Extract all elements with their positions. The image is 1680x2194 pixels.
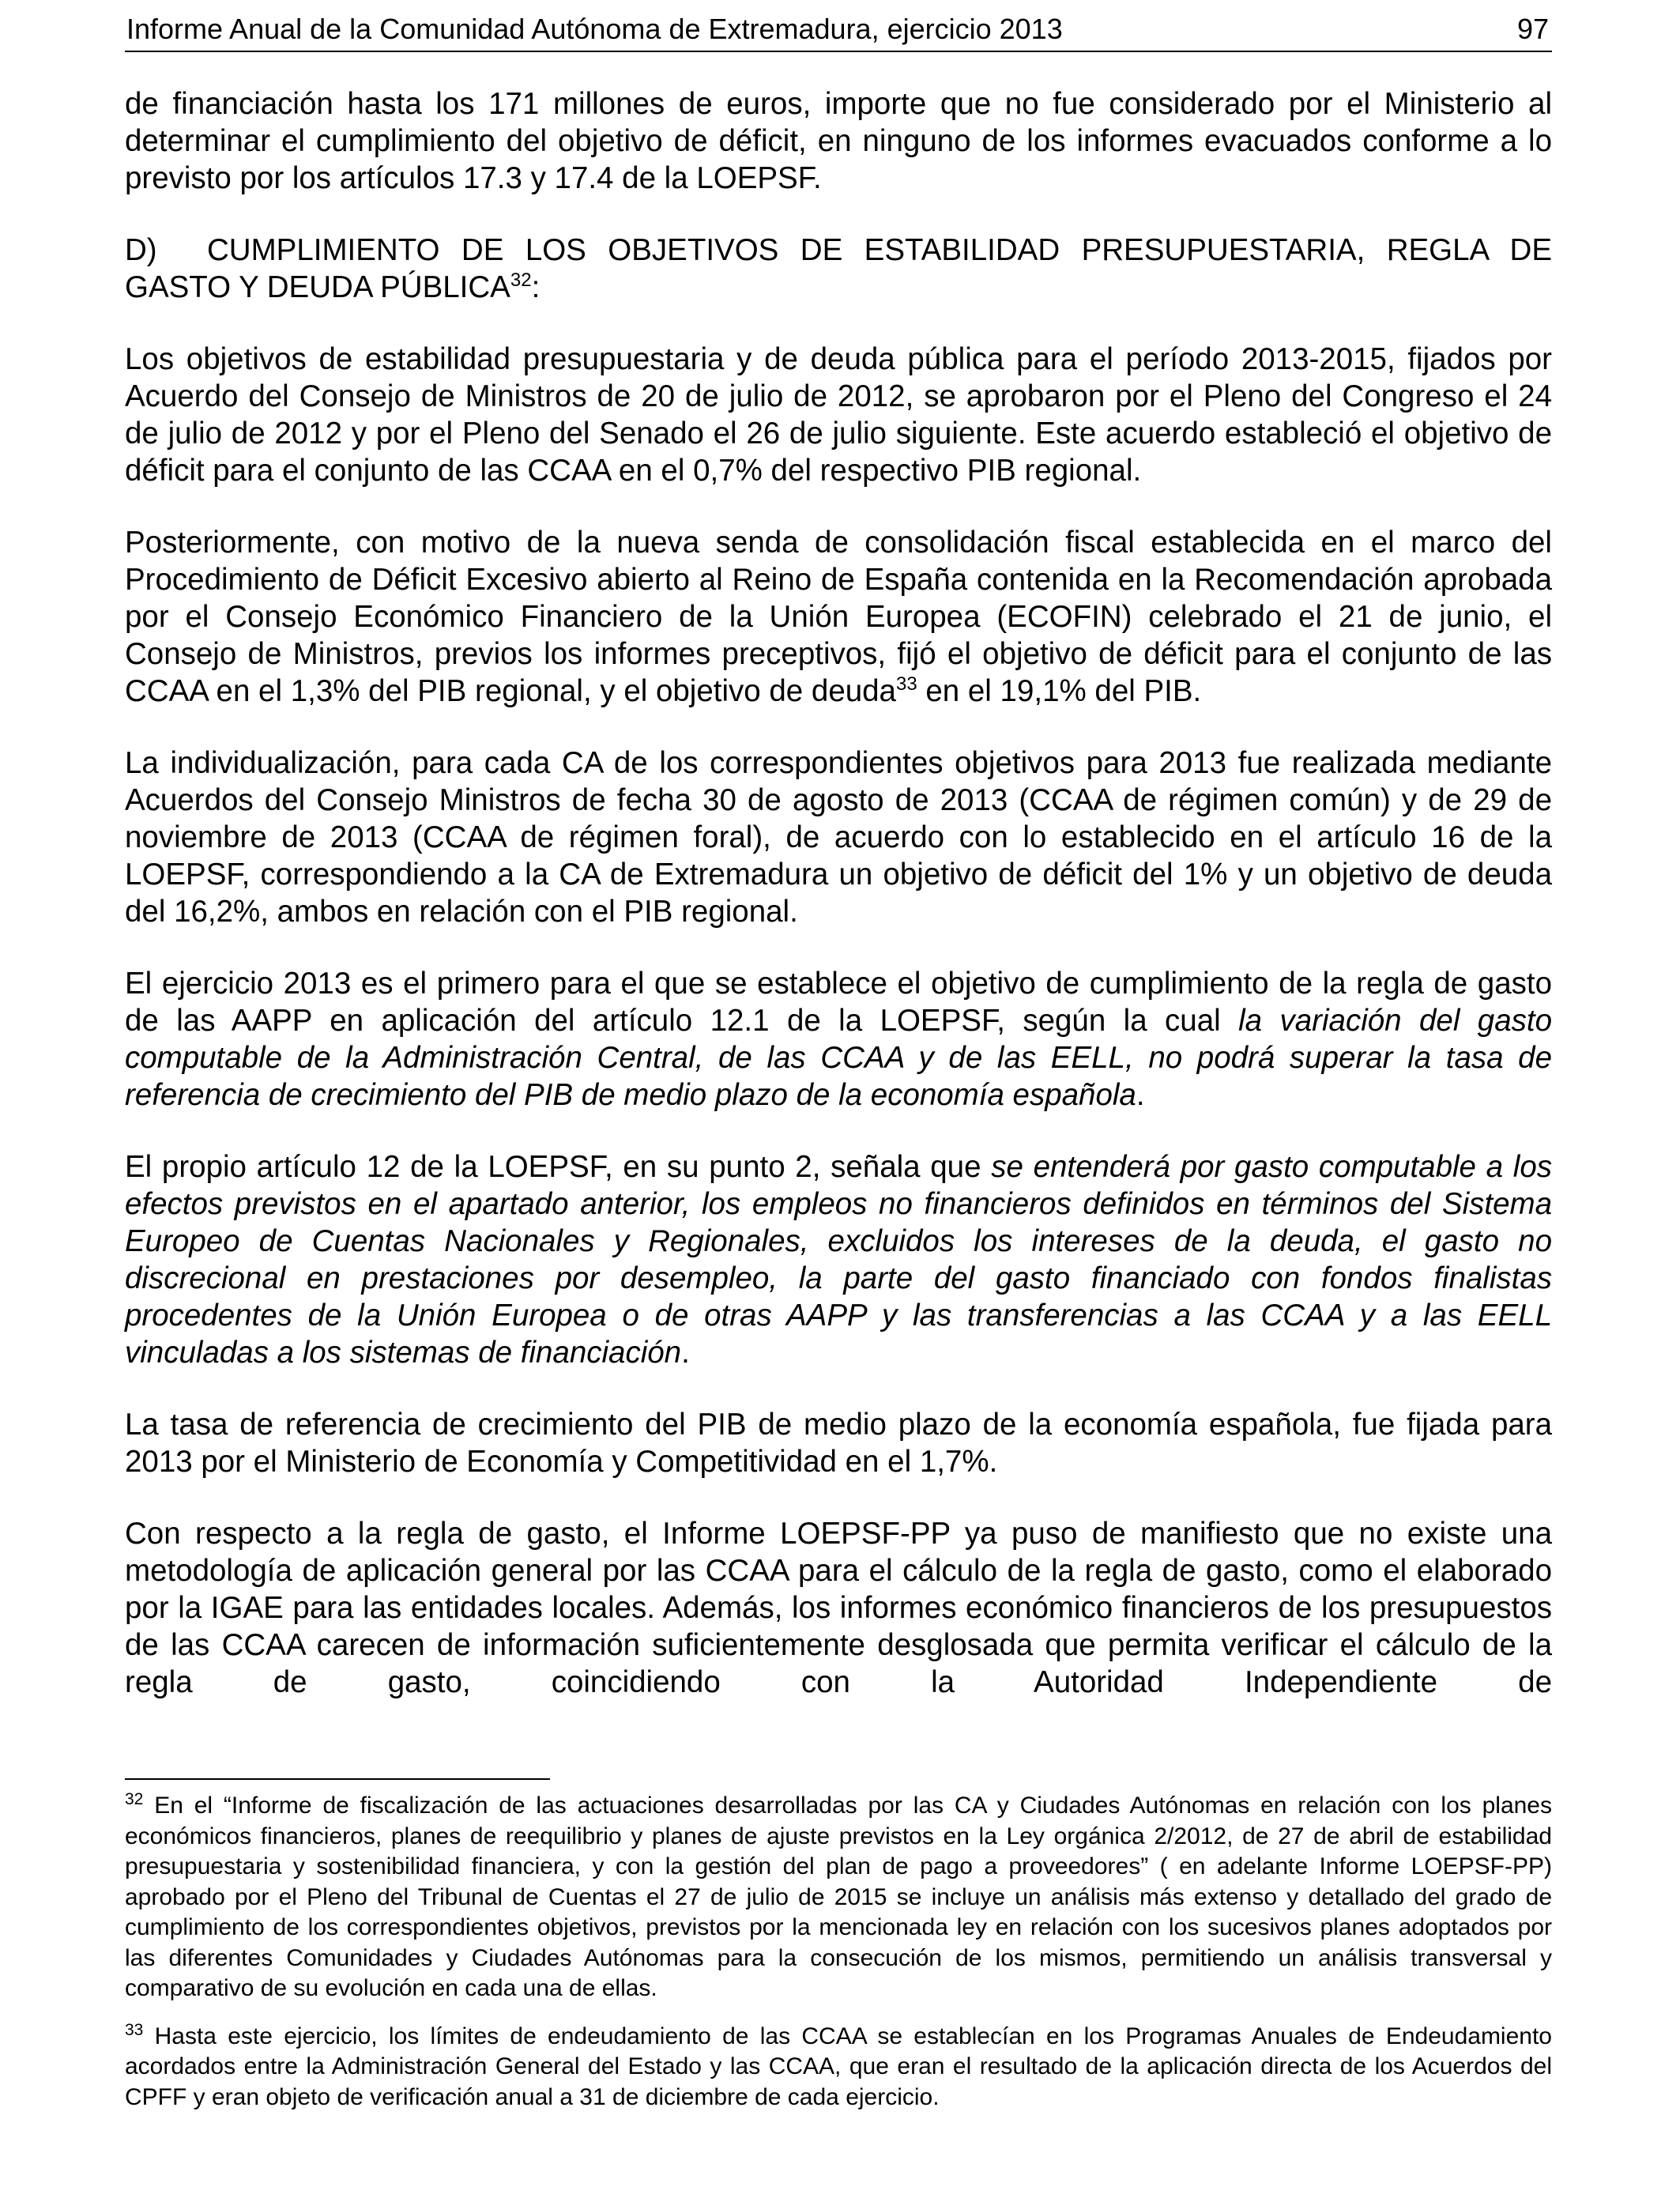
section-heading-colon: : <box>531 270 541 304</box>
section-heading-text: CUMPLIMIENTO DE LOS OBJETIVOS DE ESTABILIDAD PRESUPUESTARIA, REGLA DE GASTO Y DEUDA PÚBLICA <box>125 233 1552 304</box>
footnote-number-33: 33 <box>125 2020 144 2039</box>
report-title: Informe Anual de la Comunidad Autónoma de Extremadura, ejercicio 2013 <box>126 13 1063 45</box>
footnote-number-32: 32 <box>125 1790 144 1808</box>
paragraph-gasto-computable <box>125 1148 1552 1371</box>
footnote-separator <box>125 1778 550 1780</box>
paragraph-posteriormente-end: en el 19,1% del PIB. <box>917 674 1202 708</box>
running-header <box>125 11 1552 52</box>
footnote-ref-33[interactable]: 33 <box>895 673 917 696</box>
section-letter: D) <box>125 233 157 267</box>
paragraph-individualizacion: La individualización, para cada CA de los correspondientes objetivos para 2013 fue realizada mediante Acuerdos del Consejo Ministros de fecha 30 de agosto de 2013 (CCAA de régimen común) y de 29 de noviembre de 2013 (CCAA de régimen foral), de acuerdo con lo establecido en el artículo 16 de la LOEPSF, correspondiendo a la CA de Extremadura un objetivo de déficit del 1% y un objetivo de deuda del 16,2%, ambos en relación con el PIB regional. <box>125 746 1552 929</box>
paragraph-gasto-computable-text: El propio artículo 12 de la LOEPSF, en su punto 2, señala que <box>125 1150 992 1184</box>
paragraph-tasa-referencia: La tasa de referencia de crecimiento del PIB de medio plazo de la economía española, fue fijada para 2013 por el Ministerio de Economía y Competitividad en el 1,7%. <box>125 1408 1552 1479</box>
quoted-article-12-2: se entenderá por gasto computable a los efectos previstos en el apartado anterior, los empleos no financieros definidos en términos del Sistema Europeo de Cuentas Nacionales y Regionales, excluidos los intereses de la deuda, el gasto no discrecional en prestaciones por desempleo, la parte del gasto financiado con fondos finalistas procedentes de la Unión Europea o de otras AAPP y las transferencias a las CCAA y a las EELL vinculadas a los sistemas de financiación <box>125 1150 1552 1370</box>
paragraph-regla-gasto <box>125 965 1552 1114</box>
section-heading <box>125 232 1552 306</box>
footnote-ref-32[interactable]: 32 <box>510 270 532 292</box>
paragraph-objetivos: Los objetivos de estabilidad presupuestaria y de deuda pública para el período 2013-2015, fijados por Acuerdo del Consejo de Ministros de 20 de julio de 2012, se aprobaron por el Pleno del Congreso el 24 de julio de 2012 y por el Pleno del Senado el 26 de julio siguiente. Este acuerdo estableció el objetivo de déficit para el conjunto de las CCAA en el 0,7% del respectivo PIB regional. <box>125 342 1552 488</box>
footnote-33 <box>125 2022 1552 2113</box>
footnote-33-text: Hasta este ejercicio, los límites de endeudamiento de las CCAA se establecían en los Programas Anuales de Endeudamiento acordados entre la Administración General del Estado y las CCAA, que eran el resultado de la aplicación directa de los Acuerdos del CPFF y eran objeto de verificación anual a 31 de diciembre de cada ejercicio. <box>125 2022 1552 2110</box>
page-number: 97 <box>1516 13 1549 45</box>
paragraph-gasto-computable-end: . <box>681 1336 690 1370</box>
body-text <box>125 85 1552 1701</box>
footnote-32 <box>125 1791 1552 2004</box>
footnotes <box>125 1791 1552 2130</box>
quoted-article-12-1: la variación del gasto computable de la Administración Central, de las CCAA y de las EELL, no podrá superar la tasa de referencia de crecimiento del PIB de medio plazo de la economía española <box>125 1004 1552 1112</box>
paragraph-regla-gasto-text: El ejercicio 2013 es el primero para el que se establece el objetivo de cumplimiento de la regla de gasto de las AAPP en aplicación del artículo 12.1 de la LOEPSF, según la cual <box>125 967 1552 1038</box>
paragraph-posteriormente <box>125 524 1552 710</box>
paragraph-continuation: de financiación hasta los 171 millones de euros, importe que no fue considerado por el Ministerio al determinar el cumplimiento del objetivo de déficit, en ninguno de los informes evacuados conforme a lo previsto por los artículos 17.3 y 17.4 de la LOEPSF. <box>125 87 1552 195</box>
paragraph-regla-gasto-end: . <box>1136 1078 1145 1112</box>
footnote-32-text: En el “Informe de fiscalización de las actuaciones desarrolladas por las CA y Ciudades Autónomas en relación con los planes económicos financieros, planes de reequilibrio y planes de ajuste previstos en la Ley orgánica 2/2012, de 27 de abril de estabilidad presupuestaria y sostenibilidad financiera, y con la gestión del plan de pago a proveedores” ( en adelante Informe LOEPSF-PP) aprobado por el Pleno del Tribunal de Cuentas el 27 de julio de 2015 se incluye un análisis más extenso y detallado del grado de cumplimiento de los correspondientes objetivos, previstos por la mencionada ley en relación con los sucesivos planes adoptados por las diferentes Comunidades y Ciudades Autónomas para la consecución de los mismos, permitiendo un análisis transversal y comparativo de su evolución en cada una de ellas. <box>125 1793 1552 2001</box>
paragraph-posteriormente-text: Posteriormente, con motivo de la nueva senda de consolidación fiscal establecida en el marco del Procedimiento de Déficit Excesivo abierto al Reino de España contenida en la Recomendación aprobada por el Consejo Económico Financiero de la Unión Europea (ECOFIN) celebrado el 21 de junio, el Consejo de Ministros, previos los informes preceptivos, fijó el objetivo de déficit para el conjunto de las CCAA en el 1,3% del PIB regional, y el objetivo de deuda <box>125 526 1552 708</box>
paragraph-metodologia: Con respecto a la regla de gasto, el Informe LOEPSF-PP ya puso de manifiesto que no existe una metodología de aplicación general por las CCAA para el cálculo de la regla de gasto, como el elaborado por la IGAE para las entidades locales. Además, los informes económico financieros de los presupuestos de las CCAA carecen de información suficientemente desglosada que permita verificar el cálculo de la regla de gasto, coincidiendo con la Autoridad Independiente de <box>125 1517 1552 1699</box>
